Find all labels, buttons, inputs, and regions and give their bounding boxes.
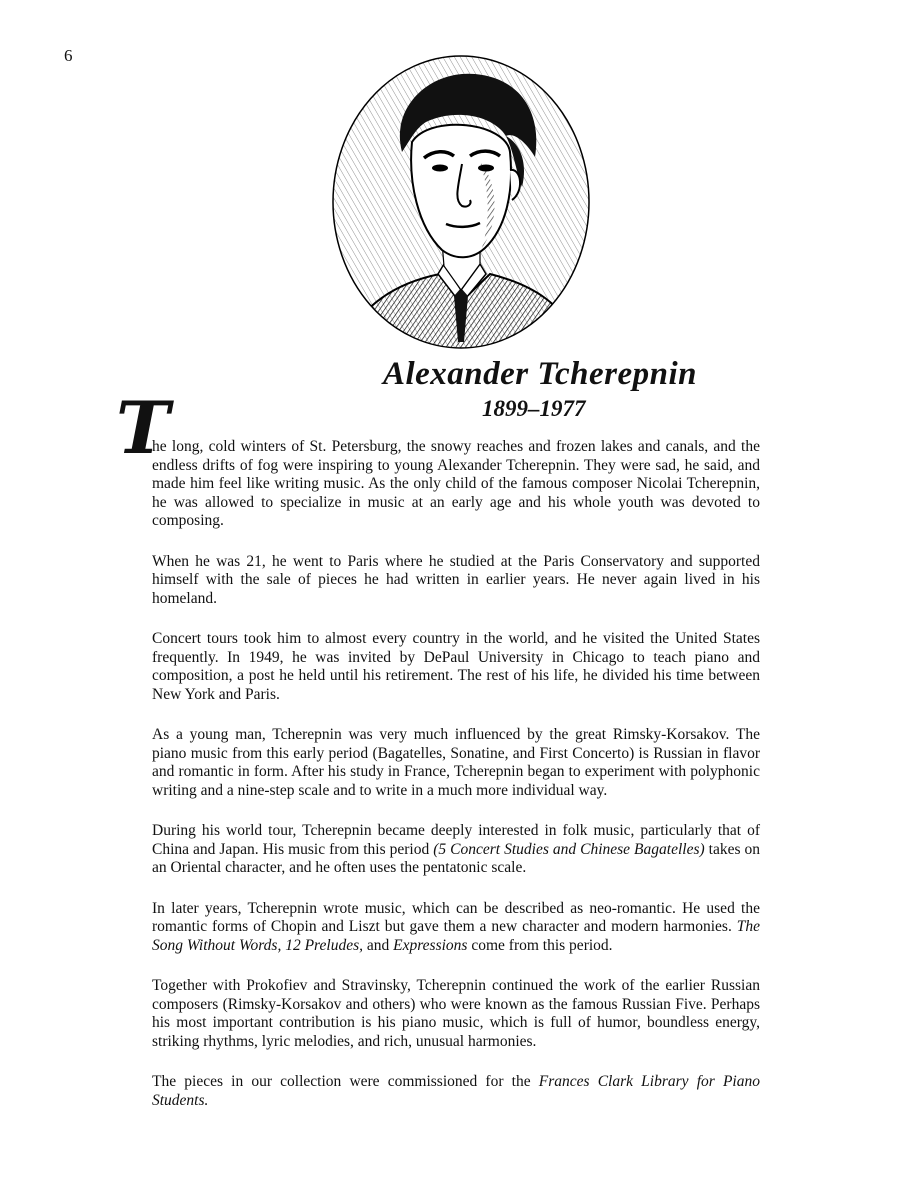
paragraph-text: The pieces in our collection were commissioned for the xyxy=(152,1073,539,1090)
paragraph-text: When he was 21, he went to Paris where he studied at the Paris Conservatory and supported himself with the sale of pieces he had written in earlier years. He never again lived in his homeland. xyxy=(152,552,760,607)
portrait-illustration xyxy=(330,52,592,352)
paragraph-text: As a young man, Tcherepnin was very much influenced by the great Rimsky-Korsakov. The piano music from this early period (Bagatelles, Sonatine, and First Concerto) is Russian in flavor and romantic in form. After his study in France, Tcherepnin began to experiment with polyphonic writing and a nine-step scale and to write in a much more individual way. xyxy=(152,726,760,799)
italic-title: (5 Concert Studies and Chinese Bagatelles) xyxy=(433,840,705,858)
paragraph-text: come from this period. xyxy=(467,936,613,954)
paragraph-text: takes on an Oriental character, and he often uses the pentatonic scale. xyxy=(152,840,761,876)
italic-title: Expressions xyxy=(393,936,468,954)
biography-paragraph xyxy=(152,977,760,1051)
biography-paragraph xyxy=(152,726,760,800)
italic-title: Frances Clark Library for Piano Students. xyxy=(152,1073,760,1109)
paragraph-text: and xyxy=(362,936,394,954)
biography-paragraph xyxy=(152,822,760,878)
paragraph-text: During his world tour, Tcherepnin became deeply interested in folk music, particularly that of China and Japan. His music from this period xyxy=(152,822,760,858)
italic-title: The Song Without Words, 12 Preludes, xyxy=(152,918,760,954)
composer-name: Alexander Tcherepnin xyxy=(382,356,698,392)
page-number: 6 xyxy=(64,46,73,65)
biography-paragraph xyxy=(152,900,760,956)
biography-text xyxy=(152,438,760,1132)
biography-paragraph xyxy=(152,438,760,531)
paragraph-text: In later years, Tcherepnin wrote music, which can be described as neo-romantic. He used the romantic forms of Chopin and Liszt but gave them a new character and modern harmonies. xyxy=(152,899,760,935)
paragraph-text: he long, cold winters of St. Petersburg, the snowy reaches and frozen lakes and canals, and the endless drifts of fog were inspiring to young Alexander Tcherepnin. They were sad, he said, and made him feel like writing music. As the only child of the famous composer Nicolai Tcherepnin, he was allowed to specialize in music at an early age and his whole youth was devoted to composing. xyxy=(152,438,760,529)
drop-cap: T xyxy=(116,385,170,470)
paragraph-text: Concert tours took him to almost every country in the world, and he visited the United States frequently. In 1949, he was invited by DePaul University in Chicago to teach piano and composition, a post he held until his retirement. The rest of his life, he divided his time between New York and Paris. xyxy=(152,630,760,703)
biography-paragraph xyxy=(152,630,760,704)
biography-paragraph xyxy=(152,1073,760,1110)
composer-years: 1899–1977 xyxy=(482,396,586,421)
paragraph-text: Together with Prokofiev and Stravinsky, Tcherepnin continued the work of the earlier Russian composers (Rimsky-Korsakov and others) who were known as the famous Russian Five. Perhaps his most important contribution is his piano music, which is full of humor, boundless energy, striking rhythms, lyric melodies, and rich, unusual harmonies. xyxy=(152,977,760,1050)
biography-paragraph xyxy=(152,553,760,609)
